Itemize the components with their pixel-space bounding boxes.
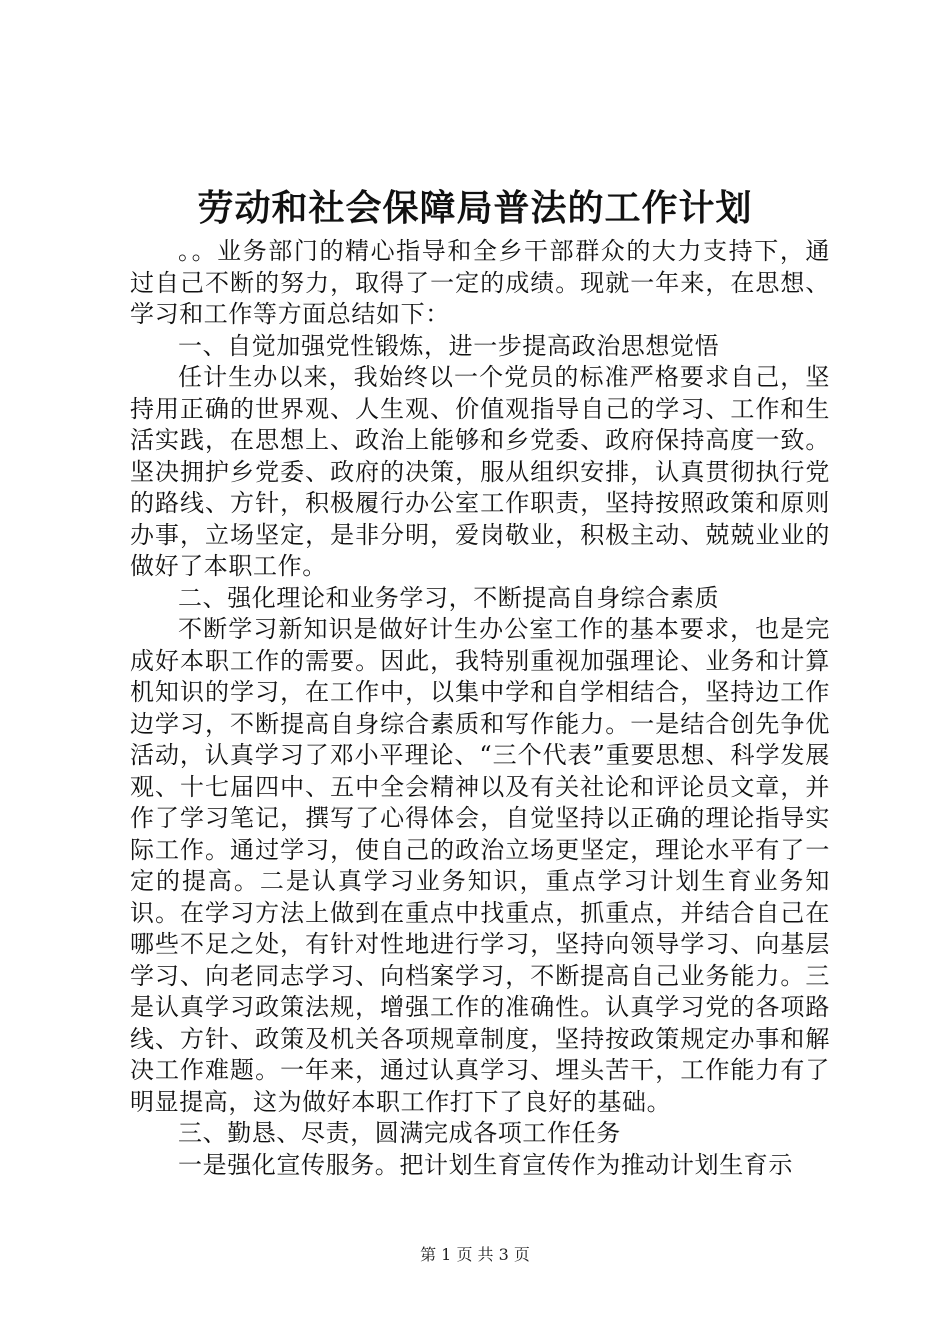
section-paragraph-2: 不断学习新知识是做好计生办公室工作的基本要求，也是完成好本职工作的需要。因此，我特别重视加强理论、业务和计算机知识的学习，在工作中，以集中学和自学相结合，坚持边工作边学习，不断提高自身综合素质和写作能力。一是结合创先争优活动，认真学习了邓小平理论、“三个代表”重要思想、科学发展观、十七届四中、五中全会精神以及有关社论和评论员文章，并作了学习笔记，撰写了心得体会，自觉坚持以正确的理论指导实际工作。通过学习，使自己的政治立场更坚定，理论水平有了一定的提高。二是认真学习业务知识，重点学习计划生育业务知识。在学习方法上做到在重点中找重点，抓重点，并结合自己在哪些不足之处，有针对性地进行学习，坚持向领导学习、向基层学习、向老同志学习、向档案学习，不断提高自己业务能力。三是认真学习政策法规，增强工作的准确性。认真学习党的各项路线、方针、政策及机关各项规章制度，坚持按政策规定办事和解决工作难题。一年来，通过认真学习、埋头苦干，工作能力有了明显提高，这为做好本职工作打下了良好的基础。 <box>130 615 830 1116</box>
document-title: 劳动和社会保障局普法的工作计划 <box>197 187 753 229</box>
section-heading-1: 一、自觉加强党性锻炼，进一步提高政治思想觉悟 <box>178 331 720 360</box>
page-footer: 第 1 页 共 3 页 <box>420 1245 530 1264</box>
section-paragraph-3: 一是强化宣传服务。把计划生育宣传作为推动计划生育示 <box>178 1150 793 1179</box>
section-paragraph-1: 任计生办以来，我始终以一个党员的标准严格要求自己，坚持用正确的世界观、人生观、价值观指导自己的学习、工作和生活实践，在思想上、政治上能够和乡党委、政府保持高度一致。坚决拥护乡党委、政府的决策，服从组织安排，认真贯彻执行党的路线、方针，积极履行办公室工作职责，坚持按照政策和原则办事，立场坚定，是非分明，爱岗敬业，积极主动、兢兢业业的做好了本职工作。 <box>130 363 830 580</box>
intro-paragraph: 。。业务部门的精心指导和全乡干部群众的大力支持下，通过自己不断的努力，取得了一定的成绩。现就一年来，在思想、学习和工作等方面总结如下： <box>130 237 830 328</box>
section-heading-2: 二、强化理论和业务学习，不断提高自身综合素质 <box>178 583 720 612</box>
document-body <box>130 236 830 1181</box>
section-heading-3: 三、勤恳、尽责，圆满完成各项工作任务 <box>178 1119 621 1147</box>
